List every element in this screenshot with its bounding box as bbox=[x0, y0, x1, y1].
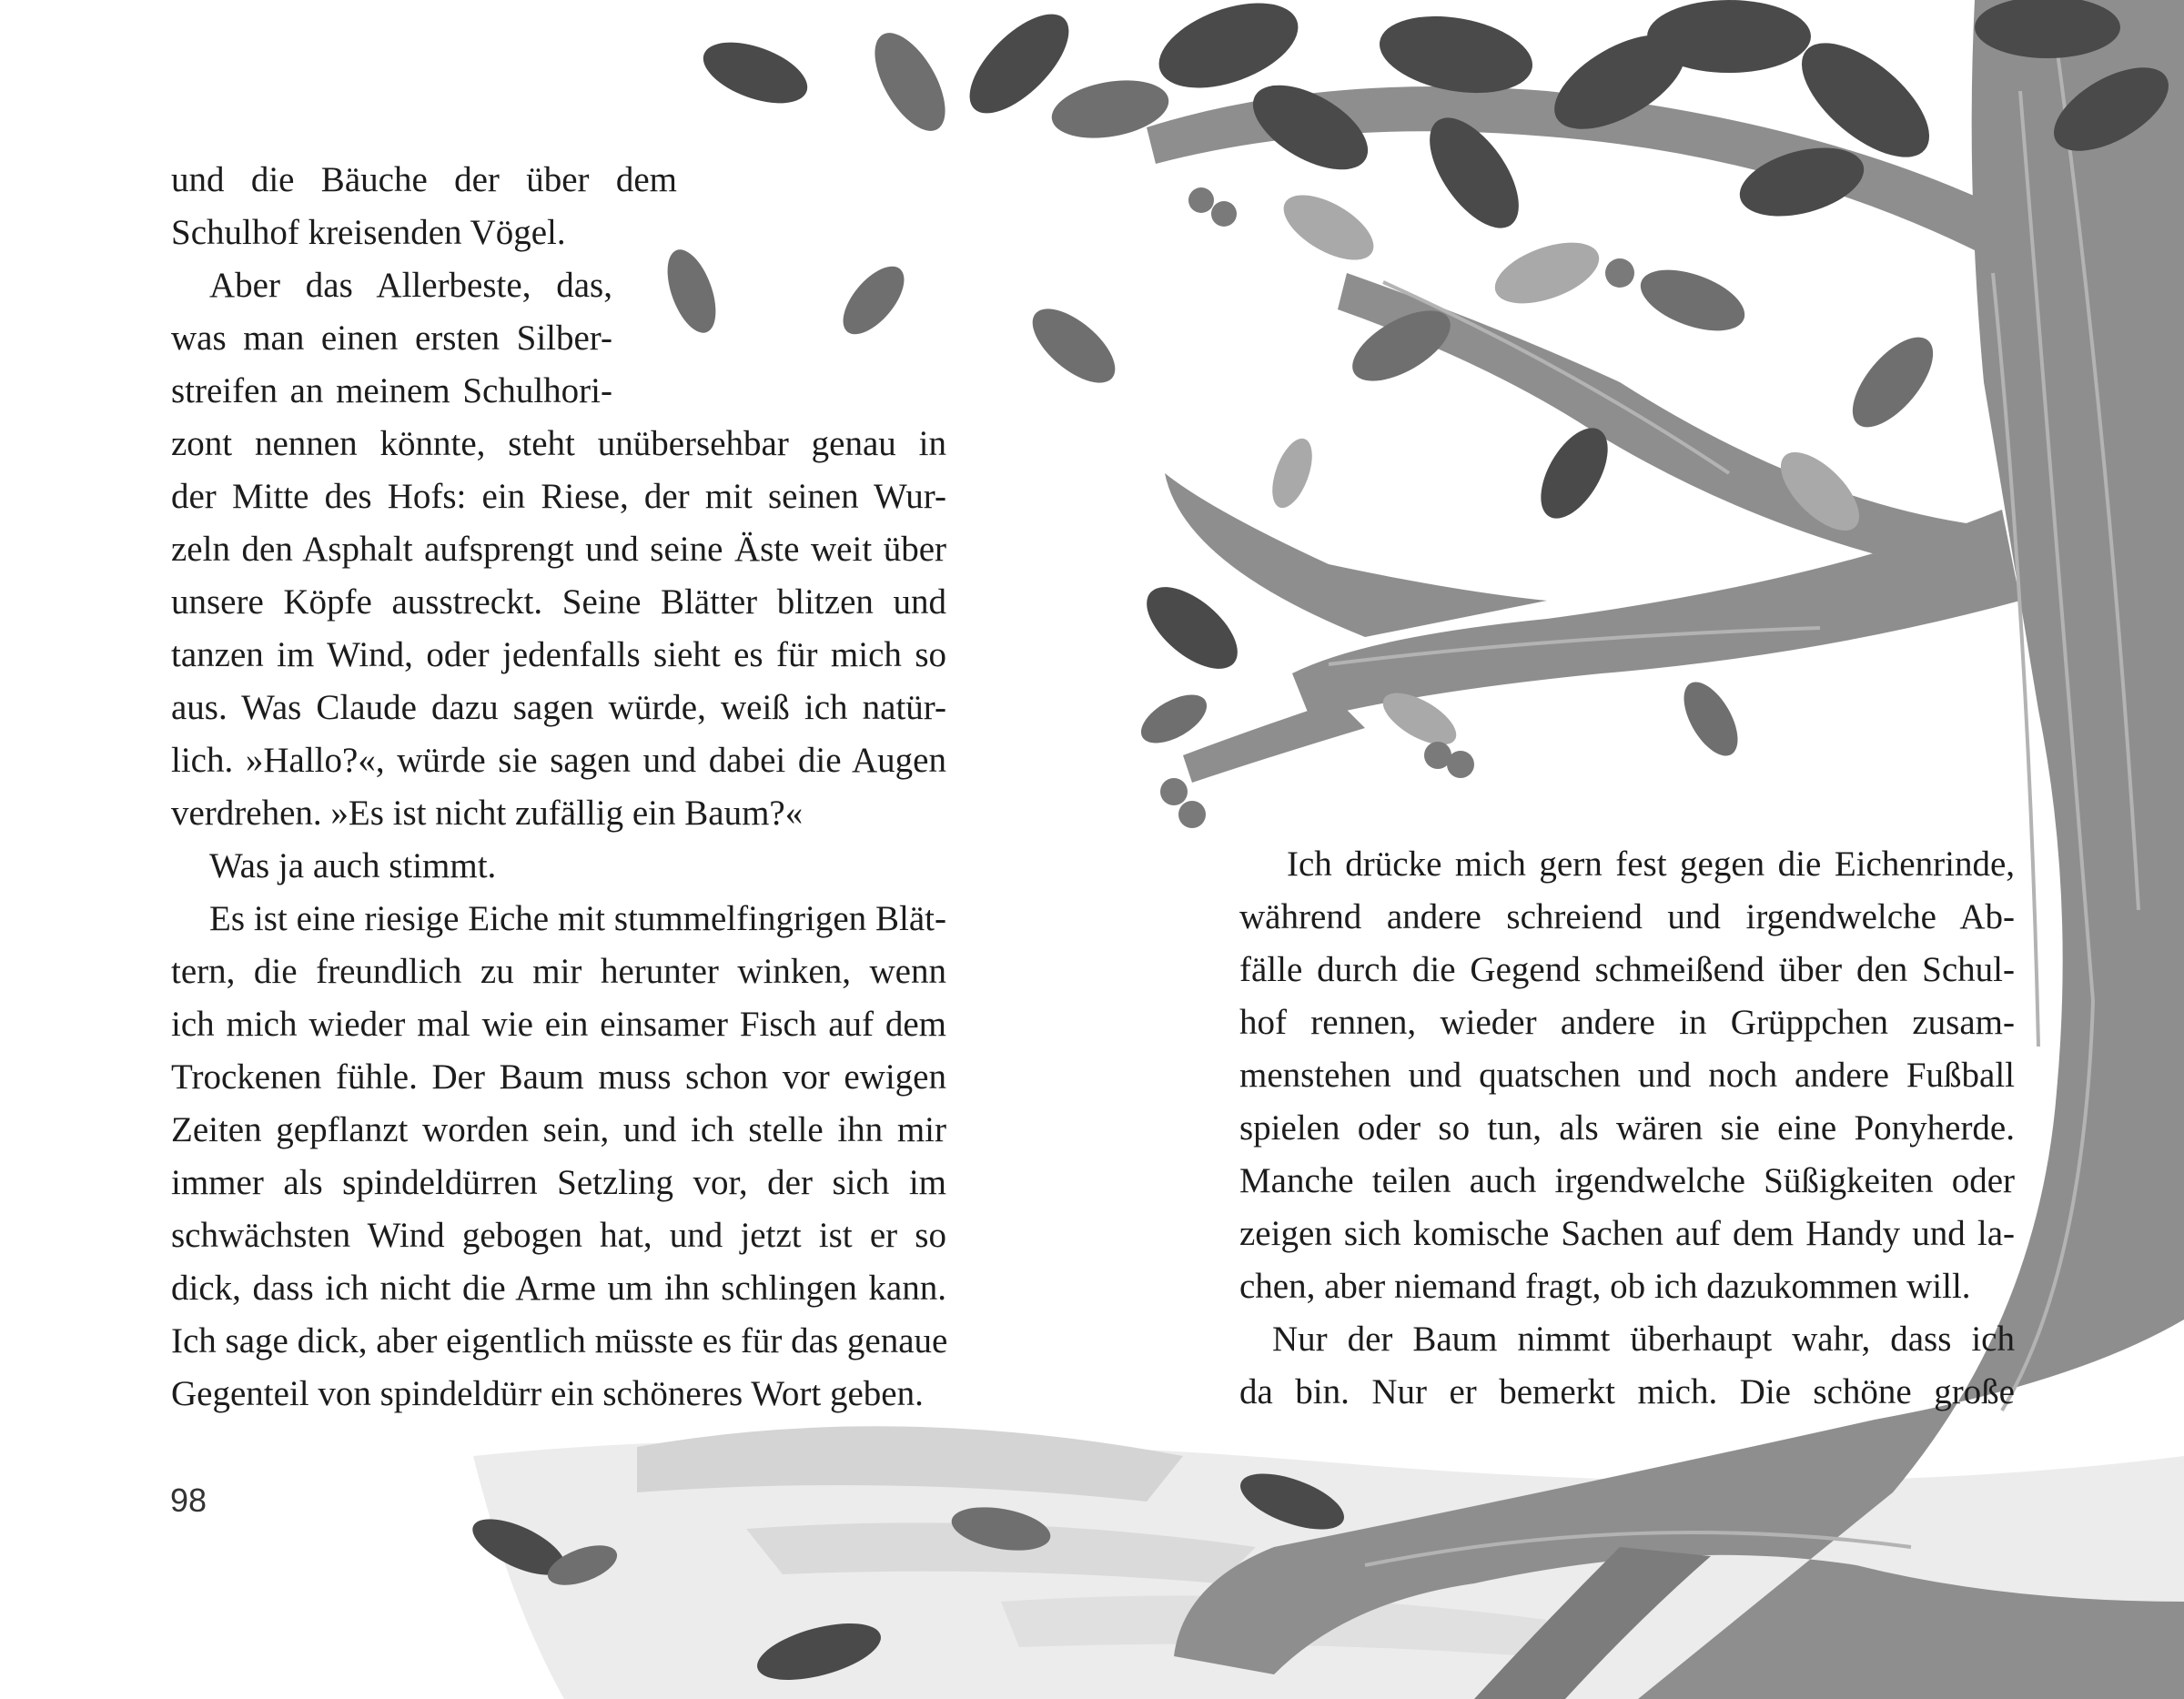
left-page-line: Es ist eine riesige Eiche mit stummelfingrigen Blät- bbox=[209, 899, 946, 938]
right-page-line: fälle durch die Gegend schmeißend über den Schul- bbox=[1239, 950, 2015, 989]
left-page-line: zeln den Asphalt aufsprengt und seine Äste weit über bbox=[171, 530, 946, 569]
left-page-line: schwächsten Wind gebogen hat, und jetzt ist er so bbox=[171, 1216, 946, 1255]
left-page-line: streifen an meinem Schulhori- bbox=[171, 371, 612, 410]
left-page-line: und die Bäuche der über dem bbox=[171, 160, 677, 199]
left-page-line: was man einen ersten Silber- bbox=[171, 319, 612, 358]
left-page-line: Ich sage dick, aber eigentlich müsste es für das genaue bbox=[171, 1321, 948, 1360]
right-page-line: während andere schreiend und irgendwelche Ab- bbox=[1239, 897, 2015, 936]
left-page-line: der Mitte des Hofs: ein Riese, der mit seinen Wur- bbox=[171, 477, 946, 516]
right-page-line: da bin. Nur er bemerkt mich. Die schöne große bbox=[1239, 1372, 2015, 1411]
left-page-line: Trockenen fühle. Der Baum muss schon vor ewigen bbox=[171, 1057, 946, 1097]
left-page-line: dick, dass ich nicht die Arme um ihn schlingen kann. bbox=[171, 1269, 946, 1308]
left-page-line: immer als spindeldürren Setzling vor, der sich im bbox=[171, 1163, 946, 1202]
left-page-line: aus. Was Claude dazu sagen würde, weiß ich natür- bbox=[171, 688, 946, 727]
right-page-line: Nur der Baum nimmt überhaupt wahr, dass ich bbox=[1272, 1320, 2015, 1359]
page-number: 98 bbox=[170, 1482, 207, 1519]
left-page-line: unsere Köpfe ausstreckt. Seine Blätter blitzen und bbox=[171, 582, 946, 622]
left-page-line: lich. »Hallo?«, würde sie sagen und dabei die Augen bbox=[171, 741, 946, 780]
left-page-line: ich mich wieder mal wie ein einsamer Fisch auf dem bbox=[171, 1005, 946, 1044]
left-page-line: tern, die freundlich zu mir herunter winken, wenn bbox=[171, 952, 946, 991]
right-page-line: chen, aber niemand fragt, ob ich dazukommen will. bbox=[1239, 1267, 1971, 1306]
right-page-line: Manche teilen auch irgendwelche Süßigkeiten oder bbox=[1239, 1161, 2015, 1200]
left-page-line: Was ja auch stimmt. bbox=[209, 846, 497, 885]
left-page-line: Gegenteil von spindeldürr ein schöneres Wort geben. bbox=[171, 1374, 924, 1413]
left-page-line: verdrehen. »Es ist nicht zufällig ein Baum?« bbox=[171, 794, 804, 833]
right-page-line: hof rennen, wieder andere in Grüppchen zusam- bbox=[1239, 1003, 2015, 1042]
left-page-line: Aber das Allerbeste, das, bbox=[209, 266, 612, 305]
right-page-line: spielen oder so tun, als wären sie eine Ponyherde. bbox=[1239, 1108, 2015, 1148]
left-page-line: tanzen im Wind, oder jedenfalls sieht es für mich so bbox=[171, 635, 946, 674]
right-page-line: menstehen und quatschen und noch andere Fußball bbox=[1239, 1056, 2015, 1095]
left-page-line: zont nennen könnte, steht unübersehbar genau in bbox=[171, 424, 946, 463]
right-page-line: Ich drücke mich gern fest gegen die Eichenrinde, bbox=[1287, 844, 2015, 884]
right-page-line: zeigen sich komische Sachen auf dem Handy und la- bbox=[1239, 1214, 2015, 1253]
left-page-line: Zeiten gepflanzt worden sein, und ich stelle ihn mir bbox=[171, 1110, 946, 1149]
left-page-line: Schulhof kreisenden Vögel. bbox=[171, 213, 566, 252]
